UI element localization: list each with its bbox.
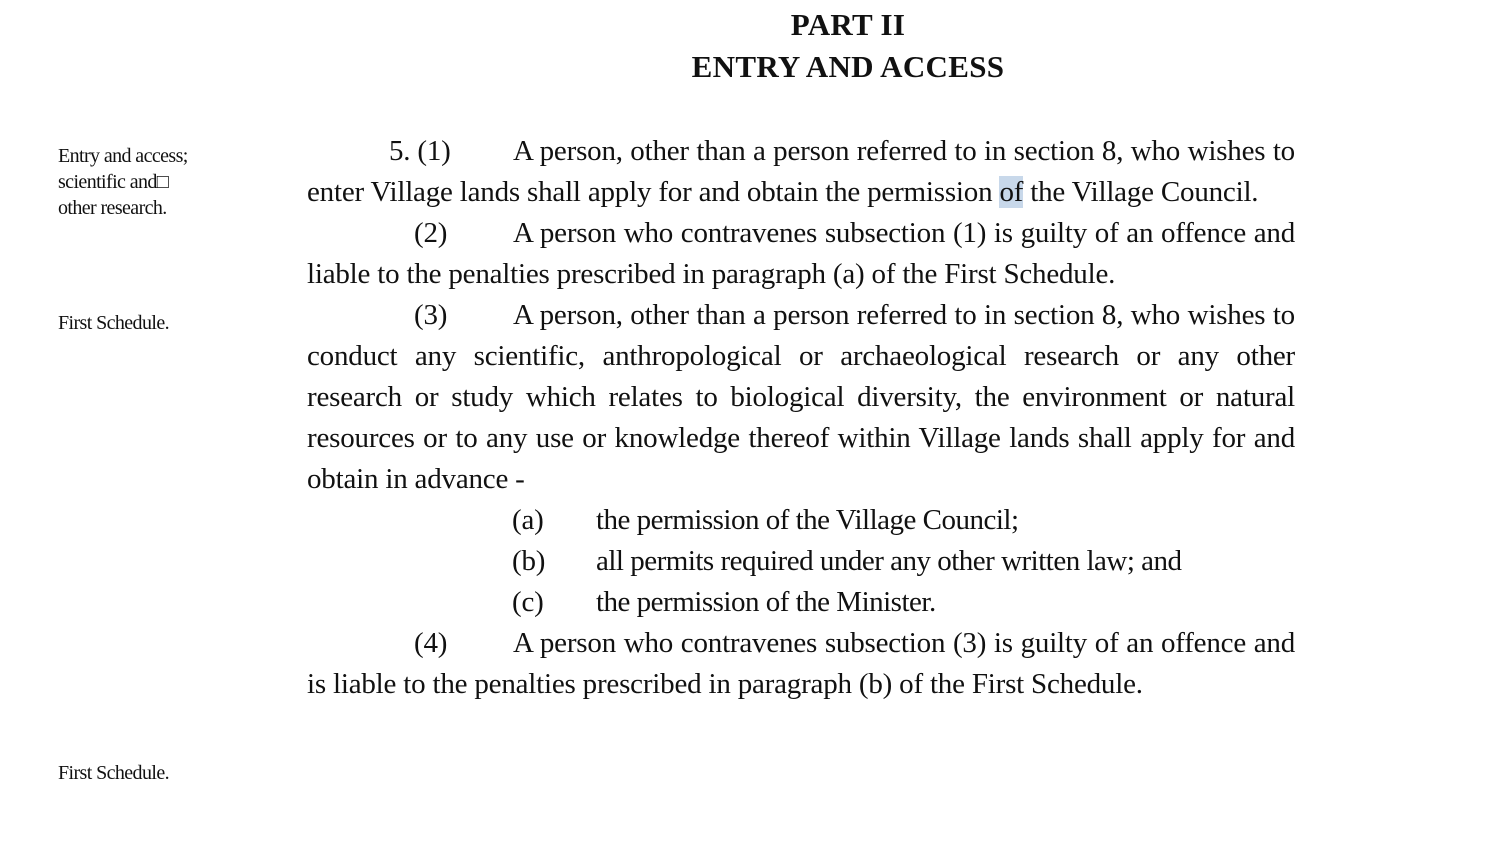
list-item xyxy=(307,500,1295,541)
part-subtitle: ENTRY AND ACCESS xyxy=(691,49,1005,84)
item-text: all permits required under any other written law; and xyxy=(596,545,1182,577)
item-label: (b) xyxy=(512,545,546,577)
margin-note-line: scientific and□ xyxy=(58,171,169,193)
subsection-text: A person who contravenes subsection (3) is guilty of an offence and is liable to the penalties prescribed in paragraph (b) of the First Schedule. xyxy=(307,627,1295,700)
margin-note-first-schedule: First Schedule. xyxy=(58,312,169,334)
subsection-text: A person who contravenes subsection (1) is guilty of an offence and liable to the penalties prescribed in paragraph (a) of the First Schedule. xyxy=(307,217,1295,290)
list-item xyxy=(307,582,1295,623)
subsection-1 xyxy=(307,131,1295,213)
subsection-text-end: the Village Council. xyxy=(1023,176,1259,208)
subsection-number: 5. (1) xyxy=(389,135,451,167)
margin-note-entry-access xyxy=(58,143,188,221)
subsection-number: (4) xyxy=(414,627,448,659)
item-text: the permission of the Village Council; xyxy=(596,504,1019,536)
item-text: the permission of the Minister. xyxy=(596,586,936,618)
subsection-text: A person, other than a person referred to in section 8, who wishes to conduct any scientific, anthropological or archaeological research or any other research or study which relates to biological diversity, the environment or natural resources or to any use or knowledge thereof within Village lands shall apply for and obtain in advance - xyxy=(307,299,1295,495)
section-body xyxy=(307,131,1295,705)
subsection-4 xyxy=(307,623,1295,705)
margin-note-line: other research. xyxy=(58,197,167,219)
selected-text[interactable]: of xyxy=(999,176,1024,208)
subsection-2 xyxy=(307,213,1295,295)
subsection-number: (2) xyxy=(414,217,448,249)
margin-note-line: Entry and access; xyxy=(58,145,188,167)
part-title: PART II xyxy=(790,7,906,42)
list-item xyxy=(307,541,1295,582)
margin-note-first-schedule-2: First Schedule. xyxy=(58,762,169,784)
item-label: (c) xyxy=(512,586,544,618)
subsection-text: A person, other than a person referred to in section 8, who wishes to enter Village lands shall apply for and obtain the permission xyxy=(307,135,1295,208)
subsection-3 xyxy=(307,295,1295,500)
item-label: (a) xyxy=(512,504,544,536)
subsection-number: (3) xyxy=(414,299,448,331)
subsection-3-items xyxy=(307,500,1295,623)
